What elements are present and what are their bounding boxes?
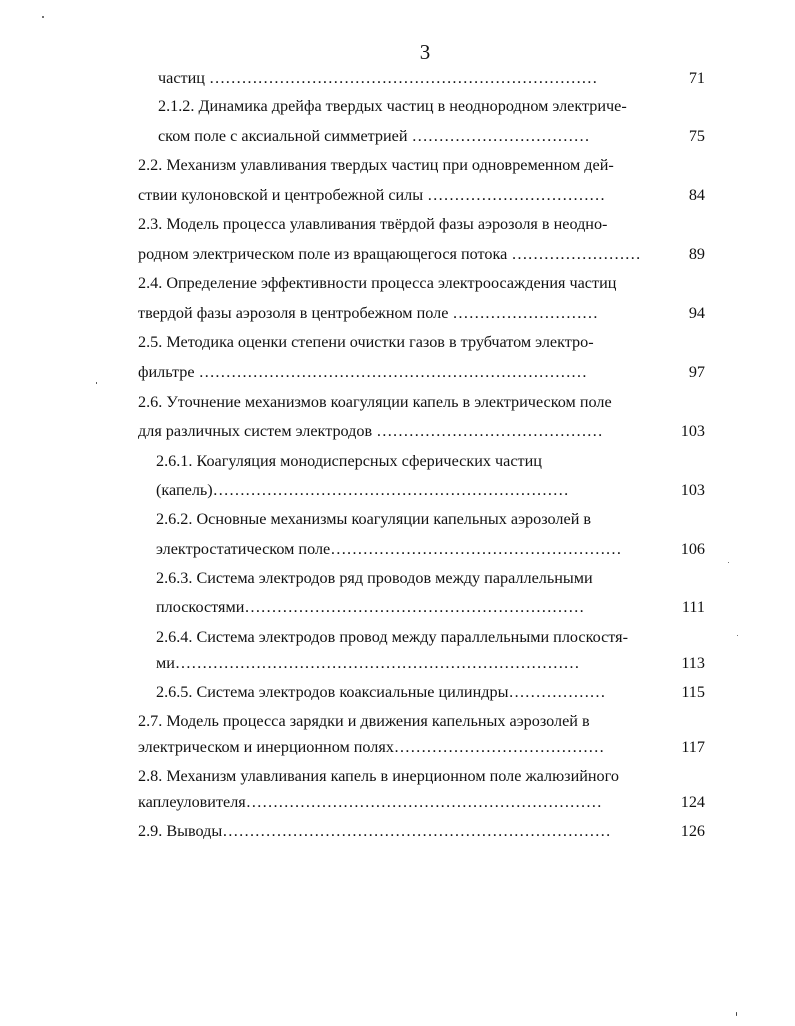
- toc-entry-line: 2.7. Модель процесса зарядки и движения капельных аэрозолей в: [138, 712, 590, 730]
- toc-page-number: 75: [688, 127, 705, 145]
- toc-entry-line: 2.6.1. Коагуляция монодисперсных сферических частиц: [156, 452, 542, 470]
- scan-speck: [736, 1012, 737, 1016]
- toc-page-number: 124: [680, 793, 705, 811]
- toc-entry-line: твердой фазы аэрозоля в центробежном поле ………………………: [138, 304, 599, 322]
- toc-page-number: 94: [688, 304, 705, 322]
- toc-entry-line: (капель)…………………………………………………………: [156, 481, 569, 499]
- toc-entry-line: 2.6.2. Основные механизмы коагуляции капельных аэрозолей в: [156, 510, 592, 528]
- toc-page-number: 115: [681, 683, 705, 701]
- toc-entry-line: ском поле с аксиальной симметрией ……………………………: [158, 127, 590, 145]
- scan-speck: [96, 382, 97, 384]
- scan-speck: [728, 562, 729, 563]
- toc-page-number: 103: [680, 422, 705, 440]
- toc-entry-line: 2.4. Определение эффективности процесса электроосаждения частиц: [138, 274, 617, 292]
- toc-entry-line: ствии кулоновской и центробежной силы ……………………………: [138, 186, 606, 204]
- toc-entry-line: 2.6.3. Система электродов ряд проводов между параллельными: [156, 569, 593, 587]
- toc-entry-line: каплеуловителя…………………………………………………………: [138, 793, 602, 811]
- toc-entry-line: 2.1.2. Динамика дрейфа твердых частиц в неоднородном электриче-: [158, 97, 627, 115]
- toc-entry-line: 2.6.4. Система электродов провод между параллельными плоскостя-: [156, 628, 629, 646]
- scan-speck: [42, 16, 44, 18]
- toc-entry-line: 2.8. Механизм улавливания капель в инерционном поле жалюзийного: [138, 767, 619, 785]
- toc-entry-line: 2.6.5. Система электродов коаксиальные цилиндры………………: [156, 683, 606, 701]
- toc-page-number: 103: [680, 481, 705, 499]
- toc-page-number: 97: [688, 363, 705, 381]
- toc-entry-line: 2.2. Механизм улавливания твердых частиц при одновременном дей-: [138, 156, 614, 174]
- toc-page-number: 117: [681, 738, 705, 756]
- toc-entry-line: частиц ………………………………………………………………: [158, 69, 598, 87]
- toc-entry-line: плоскостями………………………………………………………: [156, 598, 585, 616]
- toc-entry-line: для различных систем электродов ……………………………………: [138, 422, 603, 440]
- toc-page-number: 71: [688, 69, 705, 87]
- toc-entry-line: электрическом и инерционном полях…………………………………: [138, 738, 605, 756]
- toc-page-number: 113: [681, 654, 705, 672]
- toc-entry-line: электростатическом поле………………………………………………: [156, 540, 622, 558]
- toc-entry-line: родном электрическом поле из вращающегося потока ……………………: [138, 245, 641, 263]
- page-number: 3: [419, 40, 431, 64]
- toc-page-number: 126: [680, 822, 705, 840]
- toc-entry-line: 2.6. Уточнение механизмов коагуляции капель в электрическом поле: [138, 393, 612, 411]
- toc-page-number: 84: [688, 186, 705, 204]
- toc-entry-line: 2.3. Модель процесса улавливания твёрдой фазы аэрозоля в неодно-: [138, 215, 608, 233]
- toc-entry-line: 2.9. Выводы………………………………………………………………: [138, 822, 611, 840]
- toc-entry-line: фильтре ………………………………………………………………: [138, 363, 588, 381]
- toc-page-number: 106: [680, 540, 705, 558]
- toc-entry-line: ми…………………………………………………………………: [156, 654, 580, 672]
- toc-entry-line: 2.5. Методика оценки степени очистки газов в трубчатом электро-: [138, 333, 594, 351]
- toc-page-number: 89: [688, 245, 705, 263]
- toc-page-number: 111: [681, 598, 705, 616]
- scan-speck: [737, 635, 738, 636]
